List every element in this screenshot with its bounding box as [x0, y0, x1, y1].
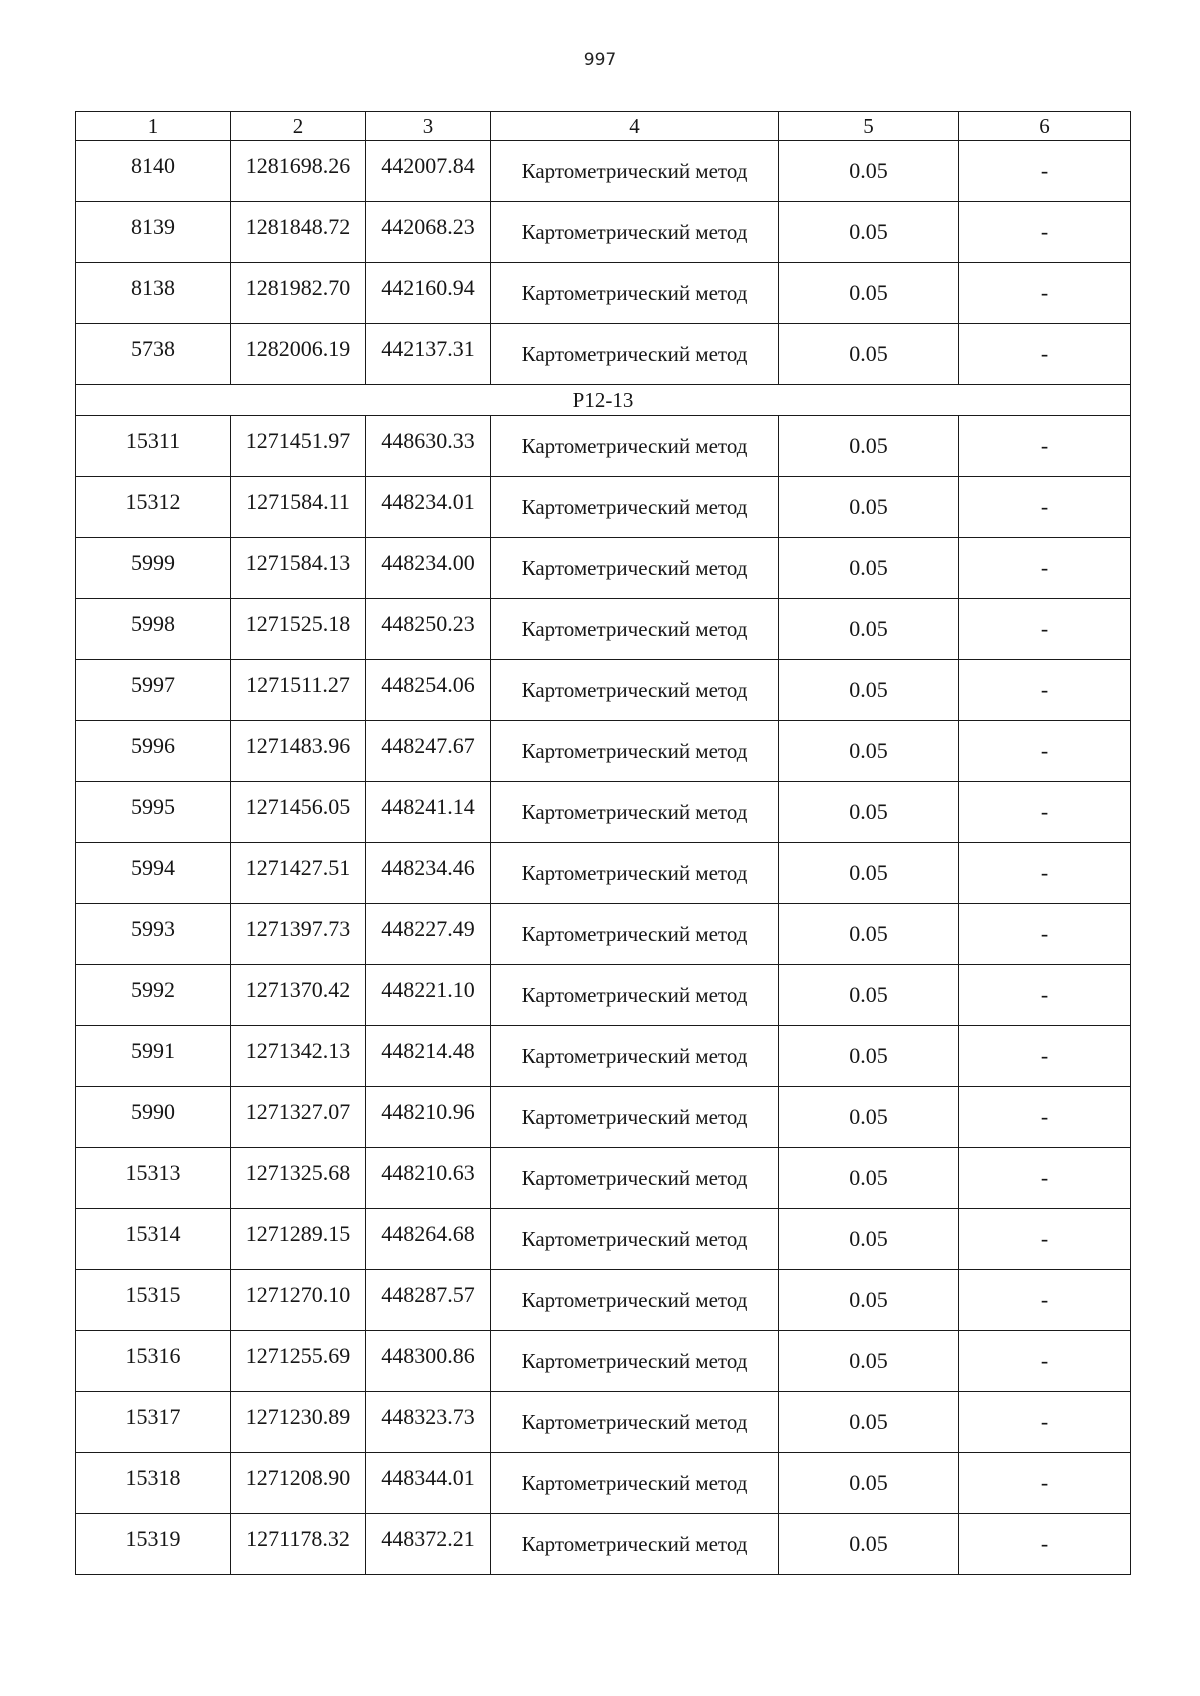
x-coordinate-cell: 1271584.13 — [231, 538, 366, 599]
table-row — [76, 477, 1131, 538]
table-row — [76, 1209, 1131, 1270]
table-row — [76, 1270, 1131, 1331]
table-row — [76, 1148, 1131, 1209]
accuracy-cell: 0.05 — [779, 416, 959, 477]
method-cell: Картометрический метод — [491, 904, 779, 965]
table-row — [76, 202, 1131, 263]
table-row — [76, 1087, 1131, 1148]
accuracy-cell: 0.05 — [779, 1148, 959, 1209]
column-header: 5 — [779, 112, 959, 141]
point-number-cell: 5998 — [76, 599, 231, 660]
x-coordinate-cell: 1282006.19 — [231, 324, 366, 385]
accuracy-cell: 0.05 — [779, 599, 959, 660]
accuracy-cell: 0.05 — [779, 1270, 959, 1331]
note-cell: - — [959, 965, 1131, 1026]
accuracy-cell: 0.05 — [779, 202, 959, 263]
method-cell: Картометрический метод — [491, 1087, 779, 1148]
point-number-cell: 8140 — [76, 141, 231, 202]
x-coordinate-cell: 1271584.11 — [231, 477, 366, 538]
point-number-cell: 5996 — [76, 721, 231, 782]
y-coordinate-cell: 448344.01 — [366, 1453, 491, 1514]
accuracy-cell: 0.05 — [779, 477, 959, 538]
method-cell: Картометрический метод — [491, 1148, 779, 1209]
note-cell: - — [959, 538, 1131, 599]
column-header: 6 — [959, 112, 1131, 141]
y-coordinate-cell: 448300.86 — [366, 1331, 491, 1392]
note-cell: - — [959, 1087, 1131, 1148]
method-cell: Картометрический метод — [491, 1392, 779, 1453]
x-coordinate-cell: 1271397.73 — [231, 904, 366, 965]
note-cell: - — [959, 782, 1131, 843]
point-number-cell: 15318 — [76, 1453, 231, 1514]
y-coordinate-cell: 448241.14 — [366, 782, 491, 843]
x-coordinate-cell: 1271451.97 — [231, 416, 366, 477]
y-coordinate-cell: 448234.46 — [366, 843, 491, 904]
accuracy-cell: 0.05 — [779, 1453, 959, 1514]
table-row — [76, 263, 1131, 324]
point-number-cell: 8138 — [76, 263, 231, 324]
table-row — [76, 843, 1131, 904]
table-row — [76, 1514, 1131, 1575]
note-cell: - — [959, 1148, 1131, 1209]
point-number-cell: 8139 — [76, 202, 231, 263]
table-row — [76, 538, 1131, 599]
y-coordinate-cell: 442007.84 — [366, 141, 491, 202]
point-number-cell: 5991 — [76, 1026, 231, 1087]
point-number-cell: 15314 — [76, 1209, 231, 1270]
column-header: 1 — [76, 112, 231, 141]
note-cell: - — [959, 1453, 1131, 1514]
method-cell: Картометрический метод — [491, 141, 779, 202]
note-cell: - — [959, 141, 1131, 202]
table-row — [76, 1392, 1131, 1453]
table-row — [76, 660, 1131, 721]
table-row — [76, 141, 1131, 202]
accuracy-cell: 0.05 — [779, 904, 959, 965]
column-header: 3 — [366, 112, 491, 141]
y-coordinate-cell: 448264.68 — [366, 1209, 491, 1270]
y-coordinate-cell: 442137.31 — [366, 324, 491, 385]
note-cell: - — [959, 1392, 1131, 1453]
y-coordinate-cell: 448250.23 — [366, 599, 491, 660]
method-cell: Картометрический метод — [491, 843, 779, 904]
x-coordinate-cell: 1281698.26 — [231, 141, 366, 202]
point-number-cell: 5992 — [76, 965, 231, 1026]
method-cell: Картометрический метод — [491, 721, 779, 782]
point-number-cell: 15316 — [76, 1331, 231, 1392]
point-number-cell: 15319 — [76, 1514, 231, 1575]
table-row — [76, 904, 1131, 965]
y-coordinate-cell: 448254.06 — [366, 660, 491, 721]
table-row — [76, 1453, 1131, 1514]
y-coordinate-cell: 448221.10 — [366, 965, 491, 1026]
accuracy-cell: 0.05 — [779, 1392, 959, 1453]
y-coordinate-cell: 448227.49 — [366, 904, 491, 965]
note-cell: - — [959, 202, 1131, 263]
note-cell: - — [959, 1026, 1131, 1087]
note-cell: - — [959, 599, 1131, 660]
table-header-row — [76, 112, 1131, 141]
accuracy-cell: 0.05 — [779, 263, 959, 324]
point-number-cell: 15311 — [76, 416, 231, 477]
table-row — [76, 1026, 1131, 1087]
method-cell: Картометрический метод — [491, 1026, 779, 1087]
y-coordinate-cell: 448372.21 — [366, 1514, 491, 1575]
x-coordinate-cell: 1271178.32 — [231, 1514, 366, 1575]
y-coordinate-cell: 442160.94 — [366, 263, 491, 324]
x-coordinate-cell: 1271289.15 — [231, 1209, 366, 1270]
note-cell: - — [959, 416, 1131, 477]
point-number-cell: 15312 — [76, 477, 231, 538]
method-cell: Картометрический метод — [491, 538, 779, 599]
note-cell: - — [959, 1331, 1131, 1392]
note-cell: - — [959, 904, 1131, 965]
table-body — [76, 141, 1131, 1575]
accuracy-cell: 0.05 — [779, 1331, 959, 1392]
y-coordinate-cell: 448210.63 — [366, 1148, 491, 1209]
accuracy-cell: 0.05 — [779, 721, 959, 782]
page-number: 997 — [583, 50, 617, 70]
coordinates-table — [75, 111, 1131, 1575]
accuracy-cell: 0.05 — [779, 965, 959, 1026]
note-cell: - — [959, 1270, 1131, 1331]
note-cell: - — [959, 1514, 1131, 1575]
point-number-cell: 15313 — [76, 1148, 231, 1209]
note-cell: - — [959, 660, 1131, 721]
table-row — [76, 599, 1131, 660]
table-row — [76, 416, 1131, 477]
x-coordinate-cell: 1271456.05 — [231, 782, 366, 843]
accuracy-cell: 0.05 — [779, 324, 959, 385]
note-cell: - — [959, 721, 1131, 782]
point-number-cell: 5995 — [76, 782, 231, 843]
accuracy-cell: 0.05 — [779, 141, 959, 202]
table-row — [76, 782, 1131, 843]
y-coordinate-cell: 442068.23 — [366, 202, 491, 263]
accuracy-cell: 0.05 — [779, 843, 959, 904]
section-row — [76, 385, 1131, 416]
x-coordinate-cell: 1271483.96 — [231, 721, 366, 782]
accuracy-cell: 0.05 — [779, 782, 959, 843]
note-cell: - — [959, 1209, 1131, 1270]
section-label: Р12-13 — [76, 385, 1131, 416]
method-cell: Картометрический метод — [491, 1209, 779, 1270]
y-coordinate-cell: 448323.73 — [366, 1392, 491, 1453]
point-number-cell: 5990 — [76, 1087, 231, 1148]
note-cell: - — [959, 263, 1131, 324]
y-coordinate-cell: 448234.01 — [366, 477, 491, 538]
point-number-cell: 5997 — [76, 660, 231, 721]
method-cell: Картометрический метод — [491, 1453, 779, 1514]
table-row — [76, 1331, 1131, 1392]
method-cell: Картометрический метод — [491, 1270, 779, 1331]
method-cell: Картометрический метод — [491, 965, 779, 1026]
column-header: 4 — [491, 112, 779, 141]
method-cell: Картометрический метод — [491, 416, 779, 477]
x-coordinate-cell: 1271270.10 — [231, 1270, 366, 1331]
method-cell: Картометрический метод — [491, 263, 779, 324]
x-coordinate-cell: 1271208.90 — [231, 1453, 366, 1514]
y-coordinate-cell: 448214.48 — [366, 1026, 491, 1087]
y-coordinate-cell: 448210.96 — [366, 1087, 491, 1148]
method-cell: Картометрический метод — [491, 1331, 779, 1392]
note-cell: - — [959, 843, 1131, 904]
method-cell: Картометрический метод — [491, 202, 779, 263]
method-cell: Картометрический метод — [491, 782, 779, 843]
x-coordinate-cell: 1271255.69 — [231, 1331, 366, 1392]
x-coordinate-cell: 1271342.13 — [231, 1026, 366, 1087]
point-number-cell: 5738 — [76, 324, 231, 385]
x-coordinate-cell: 1271427.51 — [231, 843, 366, 904]
x-coordinate-cell: 1271370.42 — [231, 965, 366, 1026]
table-row — [76, 324, 1131, 385]
x-coordinate-cell: 1271230.89 — [231, 1392, 366, 1453]
table-row — [76, 965, 1131, 1026]
point-number-cell: 5994 — [76, 843, 231, 904]
y-coordinate-cell: 448247.67 — [366, 721, 491, 782]
method-cell: Картометрический метод — [491, 477, 779, 538]
method-cell: Картометрический метод — [491, 324, 779, 385]
accuracy-cell: 0.05 — [779, 1087, 959, 1148]
note-cell: - — [959, 324, 1131, 385]
y-coordinate-cell: 448630.33 — [366, 416, 491, 477]
accuracy-cell: 0.05 — [779, 1026, 959, 1087]
point-number-cell: 5993 — [76, 904, 231, 965]
x-coordinate-cell: 1271325.68 — [231, 1148, 366, 1209]
x-coordinate-cell: 1271327.07 — [231, 1087, 366, 1148]
accuracy-cell: 0.05 — [779, 1514, 959, 1575]
method-cell: Картометрический метод — [491, 599, 779, 660]
x-coordinate-cell: 1271511.27 — [231, 660, 366, 721]
accuracy-cell: 0.05 — [779, 538, 959, 599]
point-number-cell: 5999 — [76, 538, 231, 599]
method-cell: Картометрический метод — [491, 1514, 779, 1575]
y-coordinate-cell: 448234.00 — [366, 538, 491, 599]
point-number-cell: 15315 — [76, 1270, 231, 1331]
x-coordinate-cell: 1281848.72 — [231, 202, 366, 263]
point-number-cell: 15317 — [76, 1392, 231, 1453]
column-header: 2 — [231, 112, 366, 141]
accuracy-cell: 0.05 — [779, 660, 959, 721]
x-coordinate-cell: 1271525.18 — [231, 599, 366, 660]
accuracy-cell: 0.05 — [779, 1209, 959, 1270]
note-cell: - — [959, 477, 1131, 538]
y-coordinate-cell: 448287.57 — [366, 1270, 491, 1331]
table-row — [76, 721, 1131, 782]
method-cell: Картометрический метод — [491, 660, 779, 721]
x-coordinate-cell: 1281982.70 — [231, 263, 366, 324]
